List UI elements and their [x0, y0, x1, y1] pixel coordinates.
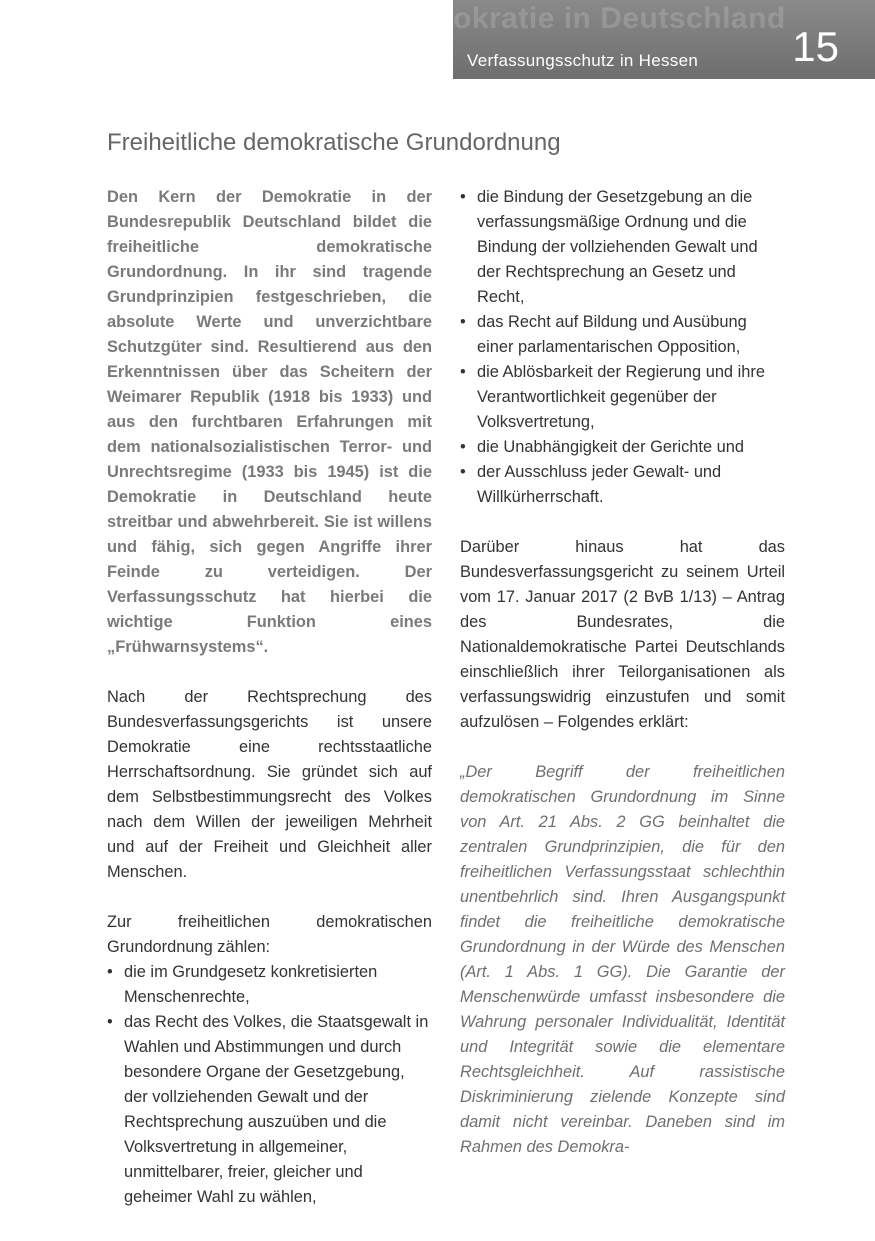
- list-item: • die Bindung der Gesetzgebung an die verfassungsmäßige Ordnung und die Bindung der vollziehenden Gewalt und der Rechtsprechung an Gesetz und Recht,: [460, 185, 785, 310]
- page-number: 15: [792, 23, 839, 70]
- header-title: Verfassungsschutz in Hessen: [467, 51, 699, 70]
- list-item: • der Ausschluss jeder Gewalt- und Willkürherrschaft.: [460, 460, 785, 510]
- list-item: • das Recht auf Bildung und Ausübung einer parlamentarischen Opposition,: [460, 310, 785, 360]
- left-column: [107, 185, 432, 1210]
- list-item: • die im Grundgesetz konkretisierten Menschenrechte,: [107, 960, 432, 1010]
- body-paragraph: Darüber hinaus hat das Bundesverfassungsgericht zu seinem Urteil vom 17. Januar 2017 (2 BvB 1/13) – Antrag des Bundesrates, die Nationaldemokratische Partei Deutschlands einschließlich ihrer Teilorganisationen als verfassungswidrig einzustufen und somit aufzulösen – Folgendes erklärt:: [460, 538, 785, 731]
- court-quote: „Der Begriff der freiheitlichen demokratischen Grundordnung im Sinne von Art. 21 Abs. 2 GG beinhaltet die zentralen Grundprinzipien, die für den freiheitlichen Verfassungsstaat schlechthin unentbehrlich sind. Ihren Ausgangspunkt findet die freiheitliche demokratische Grundordnung in der Würde des Menschen (Art. 1 Abs. 1 GG). Die Garantie der Menschenwürde umfasst insbesondere die Wahrung personaler Individualität, Identität und Integrität sowie die elementare Rechtsgleichheit. Auf rassistische Diskriminierung zielende Konzepte sind damit nicht vereinbar. Daneben sind im Rahmen des Demokra-: [460, 763, 785, 1156]
- list-intro: Zur freiheitlichen demokratischen Grundordnung zählen:: [107, 913, 432, 956]
- bullet-list: [460, 185, 785, 510]
- page-header-band: [453, 0, 875, 79]
- page-heading: Freiheitliche demokratische Grundordnung: [107, 129, 561, 156]
- list-item: • die Ablösbarkeit der Regierung und ihre Verantwortlichkeit gegenüber der Volksvertretung,: [460, 360, 785, 435]
- intro-paragraph: Den Kern der Demokratie in der Bundesrepublik Deutschland bildet die freiheitliche demokratische Grundordnung. In ihr sind tragende Grundprinzipien festgeschrieben, die absolute Werte und unverzichtbare Schutzgüter sind. Resultierend aus den Erkenntnissen über das Scheitern der Weimarer Republik (1918 bis 1933) und aus den furchtbaren Erfahrungen mit dem nationalsozialistischen Terror- und Unrechtsregime (1933 bis 1945) ist die Demokratie in Deutschland heute streitbar und abwehrbereit. Sie ist willens und fähig, sich gegen Angriffe ihrer Feinde zu verteidigen. Der Verfassungsschutz hat hierbei die wichtige Funktion eines „Frühwarnsystems“.: [107, 188, 432, 656]
- header-background-text: okratie in Deutschland: [453, 2, 786, 35]
- right-column: [460, 185, 785, 1160]
- bullet-list: [107, 960, 432, 1210]
- body-paragraph: Nach der Rechtsprechung des Bundesverfassungsgerichts ist unsere Demokratie eine rechtsstaatliche Herrschaftsordnung. Sie gründet sich auf dem Selbstbestimmungsrecht des Volkes nach dem Willen der jeweiligen Mehrheit und auf der Freiheit und Gleichheit aller Menschen.: [107, 688, 432, 881]
- list-item: • die Unabhängigkeit der Gerichte und: [460, 435, 785, 460]
- list-item: • das Recht des Volkes, die Staatsgewalt in Wahlen und Abstimmungen und durch besondere Organe der Gesetzgebung, der vollziehenden Gewalt und der Rechtsprechung auszuüben und die Volksvertretung in allgemeiner, unmittelbarer, freier, gleicher und geheimer Wahl zu wählen,: [107, 1010, 432, 1210]
